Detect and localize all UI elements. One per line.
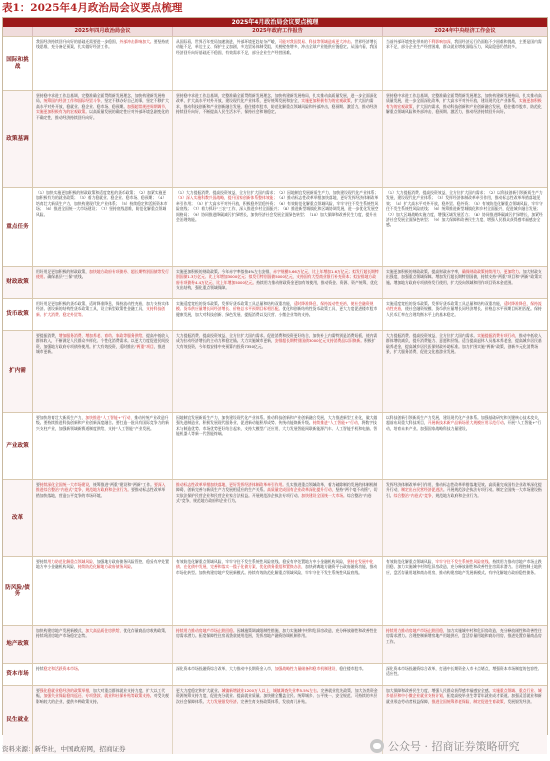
highlight-text: 加大高品质住房供给， (85, 628, 124, 633)
body-text: 完善生育支持政策体系，发放育儿补贴。 (240, 698, 309, 704)
body-text: （5）持续稳定和活跃资本市场； (36, 200, 168, 212)
body-text: 持续 (36, 666, 44, 671)
body-text: （10）加大保障和改善民生力度，提升社会治理效能。 (176, 211, 377, 223)
body-text: 将数字技术与制造优势、市场优势更好结合起来，支持大模型广泛应用，大力发展智能网联新能源汽车、人工智能手机和电脑、智能机器人等新一代智能终端。 (176, 420, 378, 437)
table-cell (33, 299, 173, 330)
table-cell (173, 91, 383, 187)
cell-paragraph (386, 269, 544, 285)
body-text: 推动中低收入群体增收减负，提升消费能力、意愿和层级。适当提高退休人员基本养老金，提高城乡居民基础养老金，提高城乡居民医保财政补助标准。 (386, 333, 542, 349)
row-category: 财政政策 (3, 267, 33, 298)
highlight-text: 加快地方政府专项债券、超长期特别国债等发行使用。 (36, 269, 169, 280)
body-text: （1）大力提振消费、提高投资效益，全方位扩大国内需求； (386, 190, 488, 195)
body-text: 要推动标志性改革举措加快落地，营造公平竞争的市场环境。 (36, 487, 166, 498)
table-row (3, 663, 547, 685)
body-text: （1）加快实施更加积极的财政政策和适度宽松的货币政策； (36, 190, 138, 195)
body-text: 合理控制土地供应，盘活存量用地和商办用房，推动构建房地产发展新模式。有序化解地方政府隐性债务。 (386, 564, 542, 575)
page-title: 表1：2025年4月政治局会议要点梳理 (2, 2, 183, 14)
body-text: ，坚定不移办好自己的事，坚定不移扩大高水平对外开放，稳就业、稳企业、稳市场、稳预期。 (36, 98, 169, 109)
cell-paragraph (176, 39, 379, 55)
cell-paragraph (386, 559, 544, 575)
row-category: 地产政策 (3, 626, 33, 663)
cell-paragraph (176, 688, 379, 704)
table-cell (33, 37, 173, 90)
table-row (3, 90, 547, 187)
body-text: 拓宽高校毕业生等青年就业成才渠道。 (446, 693, 512, 699)
highlight-text: 综合整治“内卷式”竞争， (393, 492, 436, 498)
header-col-economic-work-conference: 2024年中央经济工作会议 (383, 27, 547, 36)
table-cell (33, 91, 173, 187)
table-cell (33, 188, 173, 266)
body-text: （7）加大区域战略实施力度，增强区域发展活力； (386, 211, 472, 217)
table-cell (383, 664, 547, 685)
cell-paragraph (36, 559, 169, 570)
highlight-text: 加快建设全国统一大市场。 (301, 492, 347, 498)
summary-table (2, 17, 548, 735)
highlight-text: 大力发展银发经济。 (206, 698, 241, 704)
body-text: 实施适度宽松的货币政策。发挥好货币政策工具总量和结构双重功能， (386, 301, 504, 306)
cell-paragraph (176, 93, 379, 115)
body-text: ，统筹推进“两重”建设和“两新”工作。 (89, 482, 154, 487)
highlight-text: 稳定和活跃资本市场。 (43, 666, 82, 671)
highlight-text: 用力防范化解重点领域风险， (47, 559, 97, 564)
body-text: 积极扩大有效投资，今年拟安排中央预算内投资7350亿元。 (176, 338, 376, 349)
cell-paragraph (36, 333, 169, 355)
table-cell (33, 557, 173, 625)
table-row (3, 556, 547, 625)
body-text: （1）大力提振消费、提高投资效益，全方位扩大国内需求； (176, 190, 278, 195)
cell-paragraph (176, 269, 379, 291)
body-text: 有效防范化解重点领域风险， (386, 559, 436, 564)
table-cell (33, 267, 173, 298)
table-cell (173, 686, 383, 754)
body-text: 用好用足更加积极的货币政策，适时降准降息，保持流动性充裕，加力支持实体经济。创设新的结构性货币政策工具，设立新型政策性金融工具， (36, 301, 169, 312)
cell-paragraph (386, 482, 544, 498)
body-text: 加大对重点群体就业支持力度，扩大以工代赈， (36, 688, 166, 699)
body-text: 加快健全覆盖全民、统筹城乡、公平统一、安全规范、可持续的多层次社会保障体系。 (176, 693, 378, 704)
body-text: 以科技创新引领新质生产力发展，建设现代化产业体系。加强基础研究和关键核心技术攻关，超前布局重大科技项目， (386, 415, 542, 426)
body-text: 坚持稳中求进工作总基调，完整准确全面贯彻新发展理念，加快构建新发展格局，扎实推动高质量发展，进一步全面深化改革，扩大高水平对外开放，建设现代化产业体系， (386, 93, 542, 104)
highlight-text: 持续用力推动房地产市场止跌回稳。 (176, 628, 237, 633)
body-text: （4）扩大高水平对外开放，稳外贸、稳外资； (393, 200, 472, 206)
table-cell (173, 267, 383, 298)
cell-paragraph (176, 666, 379, 671)
table-cell (383, 91, 547, 187)
body-text: 因地制宜发展新质生产力，加快建设现代化产业体系。推动科技创新和产业创新融合发展，大力推进新型工业化，做大做强先进制造业，积极发展现代服务业，促进新动能积厚成势、传统动能焕新升级。 (176, 415, 378, 426)
body-text: 完善就业优先政策，加大各类资金资源统筹支持力度，促进充分就业、提高就业质量。 (176, 688, 378, 699)
cell-paragraph (36, 628, 169, 639)
highlight-text: 赤字规模5.66万亿元，比上年增加1.6万亿元；拟发行超长期特别国债1.3万亿元、比上年增加3000亿元；拟发行特别国债5000亿元，支持国有大型商业银行补充资本；拟安排地方政府专项债券4.4万亿元、比上年增加5000亿元。 (176, 269, 379, 285)
body-text: 持续用力推动财政资金更加有效使用，推动资金、资源、资产统筹，优化支出结构，强化重点领域保障。 (176, 279, 378, 291)
body-text: 要 (36, 688, 40, 693)
body-text: 要持续 (36, 559, 48, 564)
highlight-text: 实施提振消费专项行动， (477, 333, 519, 338)
body-text: 世界经济增长动能不足，单边主义、保护主义加剧，多边贸易体制受阻，关税壁垒增多，冲击全球产业链供应链稳定。从国内看，我国经济回升向好基础还不稳固，有效需求不足，部分企业生产经营困难。 (176, 39, 378, 55)
table-cell (383, 37, 547, 90)
highlight-text: 持续防范化解地方政府债务风险。 (77, 564, 135, 570)
body-text: 坚持“两个毫不动摇”，切实依法保护民营企业和民营企业家合法权益。开展规范涉企执法专项行动。 (176, 487, 378, 498)
cell-paragraph (36, 190, 169, 217)
body-text: （7）着力抓好“三农”工作，深入推进乡村全面振兴； (191, 206, 282, 212)
body-text: 持续有效防范化解重点领域风险，牢牢守住不发生系统性风险底线。 (248, 569, 363, 575)
body-text: 规范地方政府和企业行为。 (435, 492, 482, 498)
body-text: （6）统筹推进新型城镇化和乡村全面振兴，促进城乡融合发展； (431, 206, 541, 212)
table-row (3, 187, 547, 266)
body-text: 加快剥离地方融资平台政府融资功能，推动市场化转型。 (176, 564, 378, 575)
row-category: 改革 (3, 480, 33, 556)
body-text: 有效防范化解重点领域风险，牢牢守住不发生系统性风险底线。 (176, 559, 283, 564)
table-cell (173, 188, 383, 266)
cell-paragraph (36, 415, 169, 431)
table-cell (173, 480, 383, 556)
highlight-text: 外部冲击影响加大。 (119, 39, 154, 44)
highlight-text: 高质量完成国有企业改革深化提升行动， (267, 487, 336, 493)
cell-paragraph (36, 666, 169, 671)
row-category: 国际和挑战 (3, 37, 33, 90)
body-text: 提高中低收入群体收入，不断满足人民群众多样化、个性化消费需求。以更大力度促进民间投资，加强地方政府专项债券使用。 (36, 333, 169, 349)
body-text: ，我国经济运行仍面临不少困难和挑战，主要是国内需求不足，部分企业生产经营困难，群众就业增收面临压力，风险隐患仍然较多。 (386, 39, 542, 50)
body-text: 。开展规范涉企执法专项行动。制定全国统一大市场建设指引。 (386, 487, 542, 498)
body-text: 实施更加积极的财政政策。今年赤字率拟按4%左右安排， (176, 269, 274, 274)
table-row (3, 479, 547, 556)
highlight-text: 持续用力推动房地产市场止跌回稳， (386, 628, 447, 633)
table-row (3, 36, 547, 90)
body-text: 推动传统产业改造升级。要持续推进科技创新和产业创新深度融合。要打造一批具有国际竞争力的新兴支柱产业，加强新领域新赛道制度供给，支持“人工智能”产业发展。 (36, 415, 169, 431)
cell-paragraph (386, 628, 544, 644)
highlight-text: 安排超长期特别国债3000亿元支持消费品以旧换新。 (274, 338, 365, 344)
table-cell (33, 664, 173, 685)
cell-paragraph (176, 482, 379, 504)
body-text: 要 (36, 482, 40, 487)
table-cell (33, 480, 173, 556)
row-category: 重点任务 (3, 188, 33, 266)
body-text: 因城施策调减限制性措施，加力实施城中村和危旧房改造，充分释放刚性和改善性住房需求潜力。 (176, 628, 378, 639)
highlight-text: 可能对我国贸易、科技等领域造成更大冲击。 (278, 39, 355, 44)
body-text: 。开展“人工智能+”行动，培育未来产业。加强国家战略科技力量建设。 (386, 420, 542, 431)
cell-paragraph (176, 190, 379, 222)
highlight-text: 推动标志性改革举措加快落地，更好发挥经济体制改革牵引作用。 (176, 482, 287, 487)
table-cell (383, 267, 547, 298)
header-blank (3, 27, 33, 36)
body-text: （6）推进全国统一大市场建设； (43, 206, 100, 212)
body-text: 更大力度稳定和扩大就业。 (176, 688, 222, 693)
body-text: （3）发挥经济体制改革牵引作用，推动标志性改革举措落地见效； (386, 195, 541, 206)
watermark (370, 738, 520, 754)
body-text: 合理控制新增房地产用地供应，盘活存量用地和商办用房，推进处置存量商品房工作。 (386, 633, 542, 644)
body-text: 增强资本市场制度的包容性、适应性。 (386, 666, 542, 677)
body-text: 发挥经济体制改革牵引作用，推动标志性改革举措落地见效。高质量完成国有企业改革深化提升行动， (386, 482, 542, 493)
cell-paragraph (386, 333, 544, 355)
table-row (3, 330, 547, 412)
cell-paragraph (36, 301, 169, 317)
row-category: 防风险/债务 (3, 557, 33, 625)
highlight-text: 加强战略性力量储备和稳市机制建设， (274, 666, 340, 671)
table-main-header: 2025年4月政治局会议要点梳理 (3, 18, 547, 27)
highlight-text: 实施重点领域、重点行业、城乡基层和中小微企业就业支持计划， (386, 688, 542, 699)
highlight-text: 确保财政政策持续用力、更加给力。 (461, 269, 523, 274)
highlight-text: 实施更加积极有为的宏观政策 (386, 98, 542, 109)
row-category: 扩内需 (3, 331, 33, 412)
cell-paragraph (386, 415, 544, 431)
highlight-text: 推进全国统筹养老保险，制定促进生育政策， (431, 698, 508, 704)
body-text: 优化和创新结构性货币政策工具，更大力度促进楼市股市健康发展，加大对科技创新、绿色发展、提振消费以及民营、小微企业等的支持。 (176, 306, 378, 317)
cell-paragraph (36, 269, 169, 280)
table-cell (383, 557, 547, 625)
highlight-text: 持续推进“人工智能+”行动， (312, 420, 362, 426)
cell-paragraph (386, 301, 544, 317)
table-cell (383, 480, 547, 556)
cell-paragraph (36, 39, 169, 50)
wechat-logo-icon (370, 739, 384, 753)
body-text: （5）扩大高水平对外开放，积极稳外贸稳外资； (194, 200, 278, 206)
table-cell (383, 331, 547, 412)
body-text: 加力实施城中村和危旧房改造，充分释放刚性和改善性住房需求潜力。 (386, 628, 542, 639)
body-text: 实施更加积极的财政政策。提高财政赤字率， (386, 269, 462, 274)
body-text: 拓宽保障性住房再贷款使用范围，发挥房地产融资协调机制作用。 (198, 633, 309, 639)
row-category: 民生就业 (3, 686, 33, 754)
table-cell (173, 299, 383, 330)
table-cell (383, 299, 547, 330)
body-text: （8）协同推进降碳减污扩绿增长，加紧经济社会发展全面绿色转型； (386, 211, 543, 223)
body-text: 深化资本市场投融资综合改革，大力推动中长期资金入市， (176, 666, 275, 671)
body-text: 加快构建房地产发展新模式。 (198, 569, 249, 575)
body-text: 加大财政支出强度，加强重点领域保障。增加发行超长期特别国债，持续支持“两重”项目和“两新”政策实施。增加地方政府专项债券发行使用，扩大投向领域和用作项目资本金范围。 (386, 269, 542, 285)
source-note: 资料来源：新华社，中国政府网，招商证券 (2, 745, 126, 753)
table-cell (383, 188, 547, 266)
table-cell (173, 557, 383, 625)
highlight-text: 牢牢守住不发生系统性风险底线。 (435, 559, 493, 564)
header-col-gov-work-report: 2025年政府工作报告 (173, 27, 383, 36)
highlight-text: 不利影响加深 (427, 39, 451, 44)
body-text: 对受关税影响较大的企业，提供多种政策支持。 (36, 693, 169, 704)
body-text: 大力实施城市更新， (240, 338, 275, 344)
body-text: ，扩大国内需求，推动科技创新和产业创新融合发展，稳住楼市股市，防范化解重点领域风险和外部冲击，稳预期、激活力，推动经济持续回升向好，不断提高人民生活水平，保持社会和谐稳定。 (176, 98, 378, 115)
highlight-text: 坚持在发展中化债、在化债中发展，完善和落实一揽子化债方案，优化债务重组和置换办法， (176, 559, 374, 570)
cell-paragraph (36, 688, 169, 704)
body-text: （2）因地制宜发展新质生产力，加快建设现代化产业体系； (277, 190, 379, 195)
cell-paragraph (36, 482, 169, 498)
body-text: （8）推进新型城镇化和区域协调发展，进一步优化发展空间格局； (176, 206, 379, 217)
body-text: 综合整治“内卷式”竞争，规范地方政府和企业行为。 (176, 492, 372, 504)
body-text: （4）培育壮大新质生产力，加快构建现代化产业体系； (36, 195, 167, 206)
body-text: 稳住楼市股市。 (339, 666, 366, 671)
table-cell (383, 626, 547, 663)
body-text: （9）协同推进降碳减污扩绿增长，加快经济社会发展全面绿色转型； (191, 211, 308, 217)
body-text: ，推进城市更新。 (36, 343, 166, 355)
cell-paragraph (386, 39, 544, 50)
body-text: （2）以科技创新引领新质生产力发展，建设现代化产业体系； (386, 190, 543, 201)
table-cell (33, 331, 173, 412)
cell-paragraph (176, 333, 379, 349)
highlight-text: 持续深化全国统一大市场建设 (39, 482, 90, 487)
body-text: 当前外部环境变化带来的 (386, 39, 428, 44)
table-cell (33, 626, 173, 663)
highlight-text: 统筹国内经济工作和国际经贸斗争 (43, 98, 101, 104)
highlight-text: 适时降准降息，保持流动性充裕，使社会融资规模、货币供应量增长同经济增长、价格总水平预期目标相匹配。 (176, 301, 374, 312)
cell-paragraph (176, 415, 379, 437)
highlight-text: 制定出台民营经济促进法 (401, 487, 443, 493)
row-category: 资本市场 (3, 664, 33, 685)
highlight-text: 要深入推进综合整治“内卷式”竞争，规范地方政府和企业行为。 (36, 482, 166, 493)
cell-paragraph (176, 628, 379, 639)
table-cell (173, 626, 383, 663)
table-cell (33, 413, 173, 479)
body-text: 使社会融资规模、货币供应量增长同经济增长、价格总水平预期目标相匹配。保持人民币汇率在合理均衡水平上的基本稳定。 (386, 306, 542, 317)
body-text: 以高质量发展的确定性应对外部环境急剧变化的不确定性，推动经济持续回升向好。 (36, 109, 169, 120)
highlight-text: （3）深入实施科教兴国战略，提升国家创新体系整体效能； (176, 195, 278, 201)
body-text: （9）加大保障和改善民生力度，增强人民群众获得感幸福感安全感。 (386, 217, 541, 228)
cell-paragraph (176, 559, 379, 575)
cell-paragraph (386, 93, 544, 115)
highlight-text: 加快推进“人工智能+”行动， (85, 415, 135, 420)
table-cell (173, 37, 383, 90)
table-row (3, 625, 547, 663)
table-row (3, 298, 547, 330)
body-text: 扩大有效投资，适时推出 (92, 343, 135, 349)
body-text: 加大保障和改善民生力度，增强人民群众获得感幸福感安全感。 (386, 688, 493, 693)
cell-paragraph (36, 93, 169, 120)
body-text: 持续用力推动房地产市场止跌回稳，加力实施城中村和危旧房改造，充分释放刚性和改善性住房需求潜力。 (386, 559, 542, 570)
body-text: 加强灵活就业和新就业形态劳动者权益保障， (386, 693, 542, 704)
body-text: 深化资本市场投融资综合改革，打通中长期资金入市卡点堵点， (386, 666, 493, 671)
highlight-text: 强化稳就业稳经济的政策举措， (39, 688, 93, 693)
table-cell (173, 664, 383, 685)
highlight-text: 适时降准降息，保持流动性充裕， (386, 301, 542, 312)
body-text: ，扩大国内需求，推动科技创新和产业创新融合发展，稳住楼市股市，防范化解重点领域风险和外部冲击，稳预期、激活力，推动经济持续回升向好。 (386, 103, 542, 115)
body-text: 优化存量商品房收购政策，持续巩固房地产市场稳定态势。 (36, 628, 169, 639)
highlight-text: 开展新技术新产品新场景大规模应用示范行动 (427, 420, 504, 426)
cell-paragraph (176, 301, 379, 317)
highlight-text: “两重”项目 (134, 343, 154, 349)
body-text: 加强地方政府债务风险管控，稳妥有序处置地方中小金融机构风险， (36, 559, 169, 570)
highlight-text: 支持科技创新、扩大消费、稳定外贸等。 (36, 306, 166, 317)
body-text: （6）有效防范化解重点领域风险，牢牢守住不发生系统性风险底线； (176, 200, 379, 212)
highlight-text: 加强超常规逆周期调节，实施更加积极有为的宏观政策。 (36, 103, 169, 115)
body-text: （4）推动标志性改革举措加快落地，更好发挥经济体制改革牵引作用； (176, 195, 379, 206)
body-text: 我国经济持续回升向好的基础还需要进一步稳固， (36, 39, 120, 44)
body-text: （7）坚持底线思维，防范化解重点领域风险。 (36, 206, 167, 217)
cell-paragraph (386, 688, 544, 704)
highlight-text: 实施更加积极有为的宏观政策 (301, 98, 351, 104)
body-text: 大力提振消费、提高投资效益，全方位扩大国内需求。 (386, 333, 478, 338)
body-text: 实施适度宽松的货币政策。发挥好货币政策工具总量和结构双重功能， (176, 301, 294, 306)
body-text: 从国际看，世界百年变局加速演进，外部环境更趋复杂严峻， (176, 39, 279, 44)
highlight-text: 增加服务消费，增加养老、育幼、家政等服务供给， (58, 333, 147, 338)
row-category: 货币政策 (3, 299, 33, 330)
body-text: （2）加紧实施更加积极有为的就业政策； (36, 190, 167, 201)
body-text: 扎实推进重点领域改革，着力破除制约发展的体制机制障碍，创新完善与新质生产力发展相适应的生产关系。 (176, 482, 378, 493)
cell-paragraph (386, 666, 544, 677)
header-col-april-politburo: 2025年四月政治局会议 (33, 27, 173, 36)
body-text: 坚持稳中求进工作总基调，完整准确全面贯彻新发展理念，加快构建新发展格局， (36, 93, 166, 104)
watermark-text: 公众号 · 招商证券策略研究 (388, 740, 520, 753)
highlight-text: 城镇新增就业1200万人以上，城镇调查失业率5.5%左右。 (221, 688, 321, 693)
table-cell (383, 413, 547, 479)
body-text: 加快构建房地产发展新模式， (36, 628, 86, 633)
body-text: 稳妥有序处置地方中小金融机构风险， (282, 559, 347, 564)
body-text: 要提振消费， (36, 333, 59, 338)
body-text: 要坚持底线思维，充分备足预案，扎实做好经济工作。 (36, 39, 169, 50)
cell-paragraph (386, 190, 544, 228)
body-text: （3）着力稳就业、稳企业、稳市场、稳预期； (77, 195, 157, 201)
table-cell (173, 413, 383, 479)
table-row (3, 412, 547, 479)
table-row (3, 266, 547, 298)
row-category: 政策基调 (3, 91, 33, 187)
body-text: 用好用足更加积极的财政政策， (36, 269, 90, 274)
body-text: 发展银发经济。 (507, 698, 535, 704)
body-text: 确保基层“三保”底线。 (47, 274, 86, 280)
table-cell (173, 331, 383, 412)
row-category: 产业政策 (3, 413, 33, 479)
body-text: 要加快培育壮大新质生产力， (36, 415, 86, 420)
body-text: 坚持稳中求进工作总基调，完整准确全面贯彻新发展理念，加快构建新发展格局，扎实推动高质量发展，进一步全面深化改革，扩大高水平对外开放，建设现代化产业体系，更好统筹发展和安全， (176, 93, 378, 104)
body-text: 大力提振消费、提高投资效益，全方位扩大国内需求。促进消费和投资更好结合，加快补上内需特别是消费短板，使内需成为拉动经济增长的主动力和稳定锚。 (176, 333, 378, 344)
body-text: 加力扩围实施“两新”政策，创新多元化消费场景，扩大服务消费，促进文化旅游业发展。 (386, 343, 539, 355)
highlight-text: 加强失业保险稳岗返还、专项贷款、就业和社保补贴等政策支持。 (43, 693, 154, 699)
body-text: （5）有效防范化解重点领域风险，牢牢守住不发生系统性风险底线； (386, 200, 543, 212)
